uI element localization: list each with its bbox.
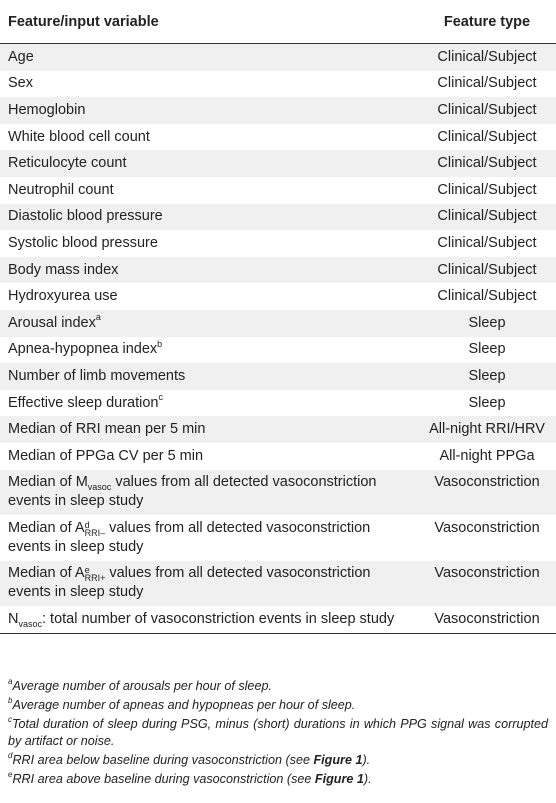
footnote-mark: d [8,750,13,760]
type-cell: Sleep [468,341,506,358]
footnote-mark: e [84,565,90,576]
feature-text: Effective sleep duration [8,394,159,411]
footnote-text: RRI area below baseline during vasoconstriction (see [12,753,314,767]
type-cell: Clinical/Subject [437,261,537,278]
feature-cell [0,515,418,561]
type-cell: Sleep [468,367,506,384]
sup-sub-stack [85,566,106,582]
footnote-mark: a [8,676,13,686]
feature-text-post: : total number of vasoconstriction events in sleep study [42,611,395,628]
feature-text: Arousal index [8,314,96,331]
subscript: RRI– [84,527,106,538]
feature-text-post: values from all detected vasoconstriction events in sleep study [8,474,377,510]
feature-column-header: Feature/input variable [8,13,159,30]
table-row [0,390,556,417]
type-cell: All-night PPGa [439,447,535,464]
feature-cell: Number of limb movements [8,367,186,384]
table-row [0,124,556,151]
feature-cell [0,470,418,516]
table-row [0,470,556,516]
footnote [8,678,548,695]
feature-text-pre: Median of A [8,565,85,582]
feature-cell: Median of PPGa CV per 5 min [8,447,204,464]
feature-cell: Hemoglobin [8,101,86,118]
feature-cell: Body mass index [8,261,119,278]
footnote-mark: b [8,695,13,705]
footnote-text: Average number of arousals per hour of sleep. [12,679,272,693]
type-cell: Clinical/Subject [437,208,537,225]
footnote-mark: c [158,391,163,402]
feature-cell [0,606,418,633]
table-row [0,310,556,337]
feature-cell: Sex [8,75,33,92]
table-row [0,44,556,71]
table-row [0,606,556,633]
type-cell: Clinical/Subject [437,234,537,251]
type-cell: Clinical/Subject [437,48,537,65]
table-row [0,71,556,98]
feature-cell [0,390,418,417]
feature-text-post: values from all detected vasoconstriction events in sleep study [8,519,371,555]
table-row [0,283,556,310]
type-cell: Clinical/Subject [437,155,537,172]
feature-text-pre: Median of A [8,519,85,536]
footnote-mark: b [157,338,163,349]
type-column-header: Feature type [443,13,531,30]
type-cell: Vasoconstriction [434,565,540,582]
footnote-mark: e [8,769,13,779]
feature-text-pre: N [8,611,19,628]
type-cell: All-night RRI/HRV [429,421,545,438]
footnote-text: ). [362,753,371,767]
table-row [0,97,556,124]
feature-cell: White blood cell count [8,128,150,145]
type-cell: Clinical/Subject [437,75,537,92]
table-row [0,150,556,177]
table-row [0,363,556,390]
feature-text-post: values from all detected vasoconstriction events in sleep study [8,565,371,601]
feature-cell: Hydroxyurea use [8,288,118,305]
type-cell: Clinical/Subject [437,128,537,145]
footnote-text: Average number of apneas and hypopneas per hour of sleep. [12,698,356,712]
type-cell: Vasoconstriction [434,611,540,628]
footnote-mark: d [84,519,90,530]
figure-link[interactable]: Figure 1 [313,753,363,767]
feature-text-pre: Median of M [8,474,88,491]
table-row [0,257,556,284]
feature-cell [0,561,418,607]
type-cell: Clinical/Subject [437,101,537,118]
type-cell: Vasoconstriction [434,519,540,536]
type-cell: Sleep [468,394,506,411]
footnote [8,771,548,788]
feature-cell: Systolic blood pressure [8,234,158,251]
feature-cell [0,310,418,337]
figure-link[interactable]: Figure 1 [314,772,364,786]
feature-cell: Median of RRI mean per 5 min [8,421,206,438]
feature-text: Apnea-hypopnea index [8,341,158,358]
table-row [0,337,556,364]
table-header-row [0,0,556,44]
feature-cell: Age [8,48,34,65]
table-footnotes [0,678,556,790]
feature-cell: Reticulocyte count [8,155,127,172]
footnote-text: Total duration of sleep during PSG, minus (short) durations in which PPG signal was corrupted by artifact or noise. [8,717,548,748]
footnote-mark: c [8,714,12,724]
type-cell: Clinical/Subject [437,181,537,198]
subscript: vasoc [87,482,112,493]
sup-sub-stack [85,521,106,537]
subscript: RRI+ [84,573,106,584]
feature-cell: Neutrophil count [8,181,114,198]
footnote-mark: a [95,311,101,322]
table-row [0,515,556,561]
table-row [0,416,556,443]
footnote [8,752,548,769]
footnote [8,697,548,714]
table-row [0,561,556,607]
type-cell: Sleep [468,314,506,331]
table-row [0,443,556,470]
footnote [8,716,548,750]
type-cell: Clinical/Subject [437,288,537,305]
type-cell: Vasoconstriction [434,474,540,491]
table-row [0,230,556,257]
table-row [0,204,556,231]
feature-cell: Diastolic blood pressure [8,208,163,225]
feature-cell [0,337,418,364]
footnote-text: ). [363,772,372,786]
table-row [0,177,556,204]
footnote-text: RRI area above baseline during vasoconstriction (see [12,772,315,786]
subscript: vasoc [18,618,42,629]
